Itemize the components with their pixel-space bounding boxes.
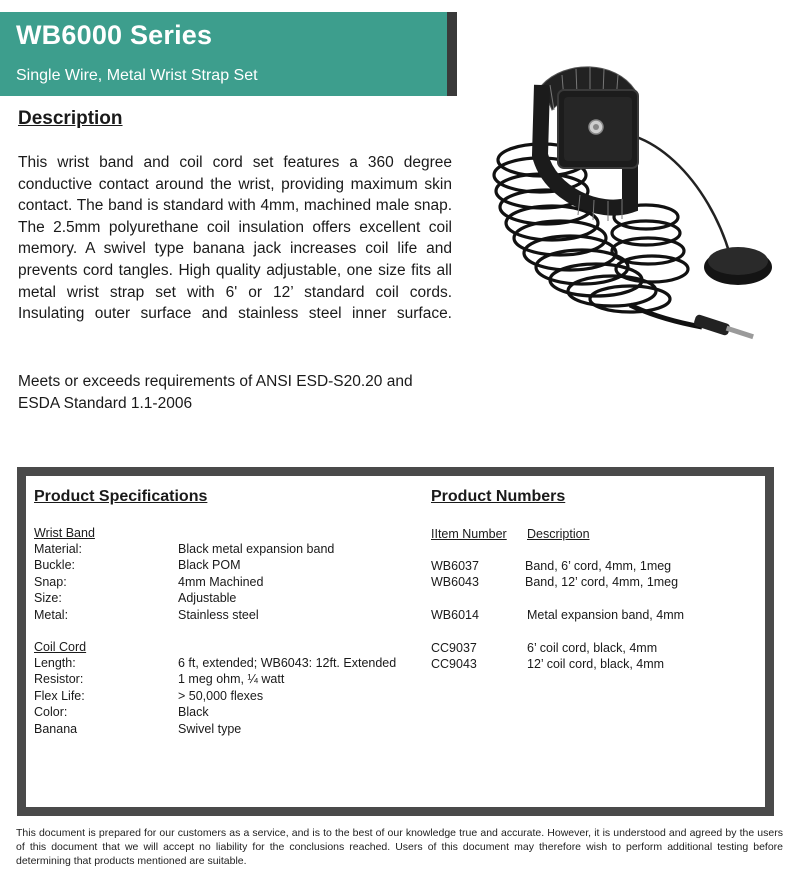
item-description: Metal expansion band, 4mm [527, 608, 685, 622]
coil-cord-graphic [494, 144, 688, 312]
spec-label: Resistor: [34, 672, 84, 687]
header-accent-bar [447, 12, 457, 96]
spec-label: Size: [34, 591, 62, 606]
spec-value: Stainless steel [178, 607, 259, 622]
item-number: CC9037 [431, 641, 477, 655]
spec-label: Buckle: [34, 558, 75, 573]
spec-value: > 50,000 flexes [178, 688, 264, 703]
product-numbers-heading: Product Numbers [431, 488, 566, 505]
item-number: WB6037 [431, 559, 479, 573]
item-number: WB6043 [431, 575, 479, 590]
spec-value: 4mm Machined [178, 574, 264, 589]
wrist-band-subheading: Wrist Band [34, 526, 95, 540]
item-description: 6’ coil cord, black, 4mm [527, 641, 658, 655]
item-description: Band, 6’ cord, 4mm, 1meg [525, 559, 672, 573]
spec-value: Black metal expansion band [178, 542, 335, 556]
item-number: WB6014 [431, 608, 479, 622]
spec-value: Black [178, 705, 209, 720]
coil-cord-values [178, 655, 396, 737]
item-number: CC9043 [431, 657, 477, 672]
product-row [431, 558, 479, 591]
spec-label: Metal: [34, 607, 69, 622]
wrist-band-labels [34, 541, 82, 623]
product-specifications-heading: Product Specifications [34, 488, 208, 505]
spec-value: Adjustable [178, 591, 237, 606]
standards-paragraph: Meets or exceeds requirements of ANSI ESD-S20.20 and ESDA Standard 1.1-2006 [18, 373, 413, 412]
product-row [527, 640, 664, 673]
wrist-strap-product-image [480, 55, 785, 355]
spec-value: 6 ft, extended; WB6043: 12ft. Extended [178, 656, 397, 670]
product-row [525, 558, 678, 591]
page-subtitle: Single Wire, Metal Wrist Strap Set [16, 67, 258, 84]
spec-label: Snap: [34, 574, 67, 589]
coil-cord-subheading: Coil Cord [34, 640, 87, 654]
spec-value: Swivel type [178, 721, 242, 736]
spec-label: Length: [34, 656, 76, 670]
coil-cord-labels [34, 655, 85, 737]
spec-label: Material: [34, 542, 82, 556]
disclaimer-footer: This document is prepared for our customers as a service, and is to the best of our knowledge true and accurate. However, it is understood and agreed by the users of this document that we will accept no liability for the conclusions reached. Users of this document may therefore wish to perform additional testing before determining that products mentioned are suitable. [16, 827, 783, 867]
product-row [431, 640, 477, 673]
item-number-column-header: IItem Number [431, 527, 507, 541]
spec-value: Black POM [178, 558, 241, 573]
spec-label: Flex Life: [34, 688, 85, 703]
item-description: Band, 12’ cord, 4mm, 1meg [525, 575, 679, 590]
page-title: WB6000 Series [16, 20, 213, 50]
description-heading: Description [18, 108, 123, 129]
spec-label: Color: [34, 705, 68, 720]
item-description: 12’ coil cord, black, 4mm [527, 657, 665, 672]
specifications-panel [17, 467, 774, 816]
spec-label: Banana [34, 721, 78, 736]
description-paragraph: This wrist band and coil cord set features a 360 degree conductive contact around the wrist, providing maximum skin contact. The band is standard with 4mm, machined male snap. The 2.5mm polyurethane coil insulation offers excellent coil memory. A swivel type banana jack increases coil life and prevents cord tangles. High quality adjustable, one size fits all metal wrist strap set with 6' or 12’ standard coil cords. Insulating outer surface and stainless steel inner surface. [18, 154, 452, 323]
spec-value: 1 meg ohm, ¼ watt [178, 672, 285, 687]
header-banner [0, 12, 457, 96]
wrist-band-values [178, 541, 334, 623]
description-column-header: Description [527, 527, 590, 541]
